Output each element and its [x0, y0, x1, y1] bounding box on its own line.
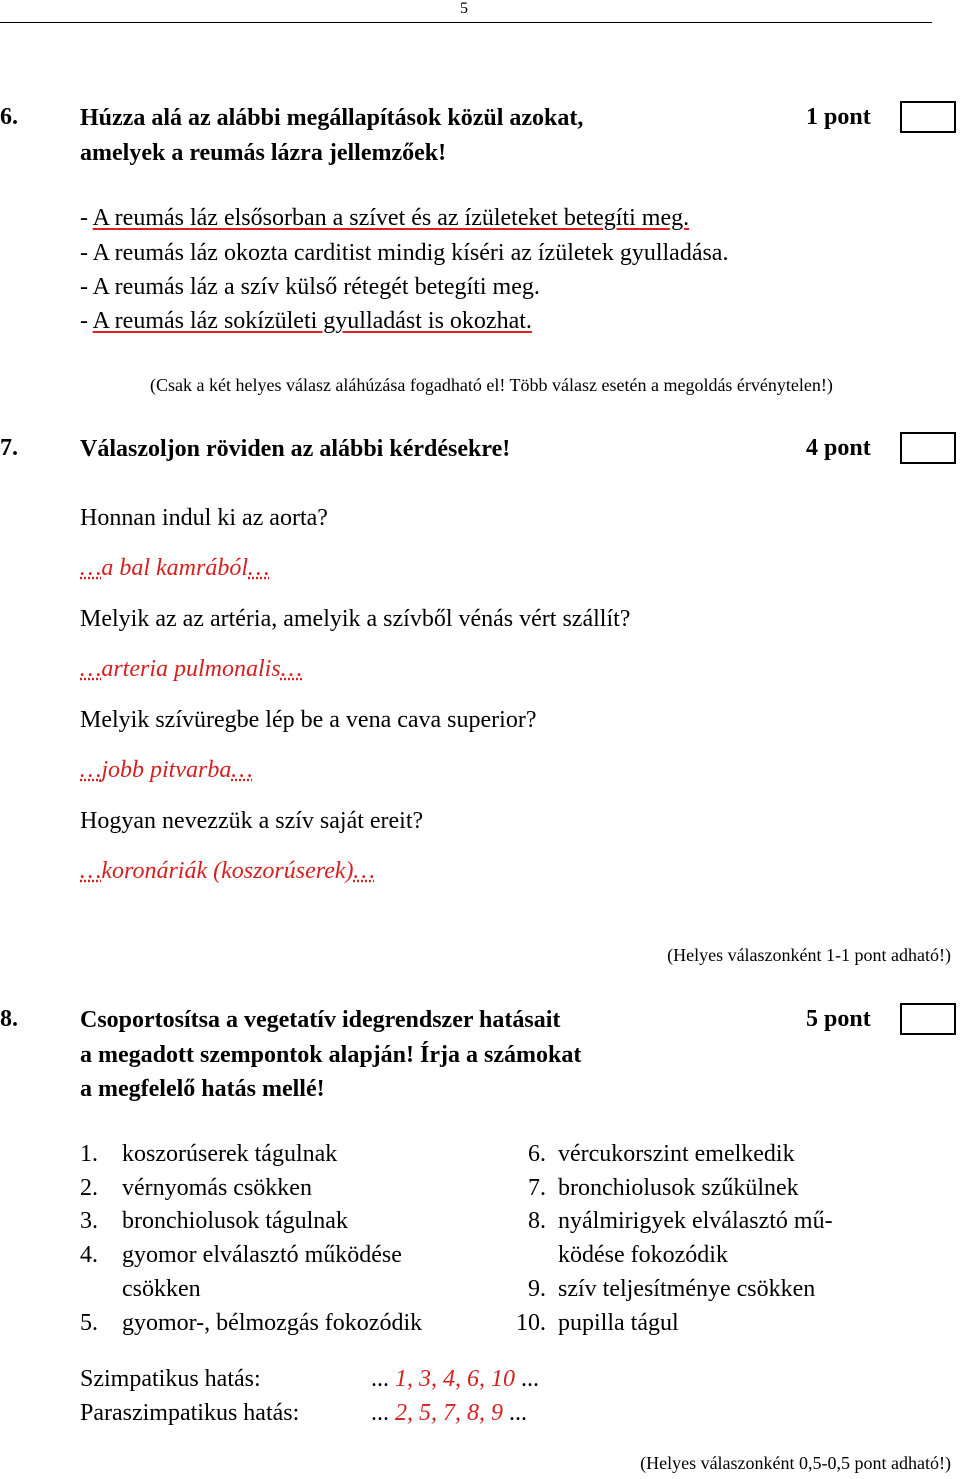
list-item: vérnyomás csökken — [122, 1175, 312, 1201]
list-item: gyomor-, bélmozgás fokozódik — [122, 1310, 423, 1336]
q7-answer-1[interactable]: …a bal kamrából… — [80, 555, 270, 581]
q6-number: 6. — [0, 104, 18, 130]
list-item: pupilla tágul — [558, 1310, 679, 1336]
q8-number: 8. — [0, 1006, 18, 1032]
list-item-continuation: ködése fokozódik — [558, 1242, 728, 1268]
header-divider — [0, 22, 932, 23]
list-item: bronchiolusok szűkülnek — [558, 1175, 799, 1201]
q7-note: (Helyes válaszonként 1-1 pont adható!) — [667, 945, 951, 965]
q6-title-line2: amelyek a reumás lázra jellemzőek! — [80, 140, 447, 166]
sympathetic-answer[interactable]: ... 1, 3, 4, 6, 10 ... — [371, 1366, 539, 1392]
q7-number: 7. — [0, 435, 18, 461]
q7-answer-4[interactable]: …koronáriák (koszorúserek)… — [80, 858, 375, 884]
q8-points: 5 pont — [806, 1006, 871, 1032]
q6-note: (Csak a két helyes válasz aláhúzása fogadható el! Több válasz esetén a megoldás érvénytelen!) — [150, 375, 833, 395]
q6-option-3[interactable]: - A reumás láz a szív külső rétegét betegíti meg. — [80, 274, 540, 300]
q7-score-box[interactable] — [900, 432, 956, 464]
q6-points: 1 pont — [806, 104, 871, 130]
list-item: koszorúserek tágulnak — [122, 1141, 338, 1167]
list-item-number: 7. — [528, 1175, 546, 1201]
q6-option-2[interactable]: - A reumás láz okozta carditist mindig kíséri az ízületek gyulladása. — [80, 240, 729, 266]
q6-option-1[interactable]: - A reumás láz elsősorban a szívet és az ízületeket betegíti meg. — [80, 205, 690, 231]
list-item-number: 3. — [80, 1208, 98, 1234]
list-item-number: 9. — [528, 1276, 546, 1302]
page-number: 5 — [460, 0, 468, 17]
q6-score-box[interactable] — [900, 101, 956, 133]
list-item-number: 2. — [80, 1175, 98, 1201]
q7-question-4: Hogyan nevezzük a szív saját ereit? — [80, 808, 424, 834]
q7-points: 4 pont — [806, 435, 871, 461]
parasympathetic-answer[interactable]: ... 2, 5, 7, 8, 9 ... — [371, 1400, 527, 1426]
list-item-number: 1. — [80, 1141, 98, 1167]
list-item-number: 4. — [80, 1242, 98, 1268]
q8-note: (Helyes válaszonként 0,5-0,5 pont adható!) — [640, 1453, 951, 1473]
list-item-number: 5. — [80, 1310, 98, 1336]
q7-answer-3[interactable]: …jobb pitvarba… — [80, 757, 253, 783]
list-item: vércukorszint emelkedik — [558, 1141, 795, 1167]
list-item: nyálmirigyek elválasztó mű- — [558, 1208, 833, 1234]
q6-option-3-text: A reumás láz a szív külső rétegét betegíti meg. — [92, 274, 540, 300]
q8-title-line2: a megadott szempontok alapján! Írja a számokat — [80, 1042, 582, 1068]
list-item-number: 8. — [528, 1208, 546, 1234]
q7-title: Válaszoljon röviden az alábbi kérdésekre! — [80, 436, 511, 462]
parasympathetic-label: Paraszimpatikus hatás: — [80, 1400, 300, 1426]
q7-question-2: Melyik az az artéria, amelyik a szívből vénás vért szállít? — [80, 606, 631, 632]
q8-title-line3: a megfelelő hatás mellé! — [80, 1076, 325, 1102]
sympathetic-label: Szimpatikus hatás: — [80, 1366, 261, 1392]
q6-title-line1: Húzza alá az alábbi megállapítások közül azokat, — [80, 105, 584, 131]
list-item-continuation: csökken — [122, 1276, 201, 1302]
q6-option-1-text: A reumás láz elsősorban a szívet és az ízületeket betegíti meg. — [92, 205, 690, 231]
q8-score-box[interactable] — [900, 1003, 956, 1035]
list-item-number: 6. — [528, 1141, 546, 1167]
list-item: gyomor elválasztó működése — [122, 1242, 402, 1268]
q6-option-2-text: A reumás láz okozta carditist mindig kíséri az ízületek gyulladása. — [92, 240, 729, 266]
q7-question-1: Honnan indul ki az aorta? — [80, 505, 328, 531]
q7-answer-2[interactable]: …arteria pulmonalis… — [80, 656, 303, 682]
q8-title-line1: Csoportosítsa a vegetatív idegrendszer hatásait — [80, 1007, 561, 1033]
q6-option-4-text: A reumás láz sokízületi gyulladást is okozhat. — [92, 308, 532, 334]
list-item: bronchiolusok tágulnak — [122, 1208, 348, 1234]
q6-option-4[interactable]: - A reumás láz sokízületi gyulladást is okozhat. — [80, 308, 532, 334]
q7-question-3: Melyik szívüregbe lép be a vena cava superior? — [80, 707, 537, 733]
list-item: szív teljesítménye csökken — [558, 1276, 816, 1302]
list-item-number: 10. — [516, 1310, 546, 1336]
